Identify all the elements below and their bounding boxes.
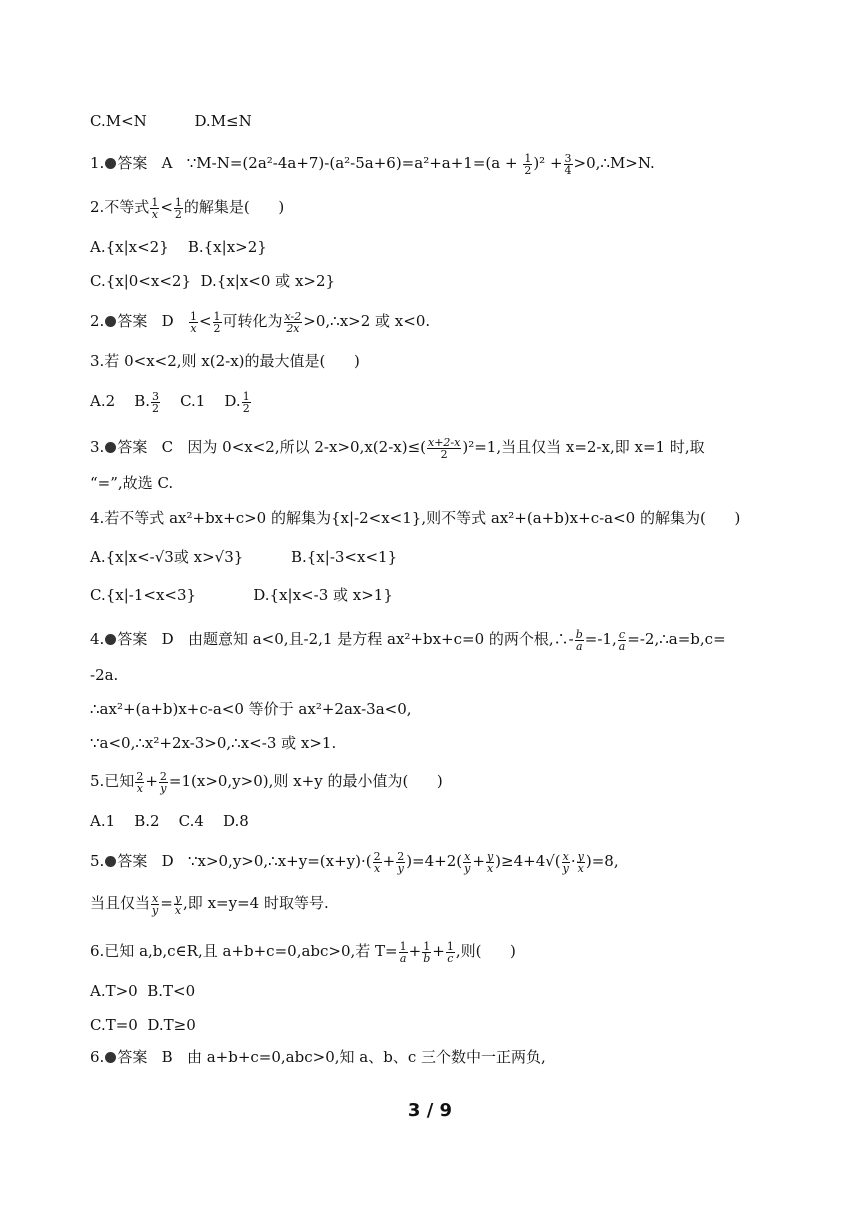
line-answer-1: 1. 答案 A ∵M-N=(2a²-4a+7)-(a²-5a+6)=a²+a+1=(a + $\frac{1}{2}$ )² + $\frac{3}{4}$ >0,∴M>N. xyxy=(90,151,655,177)
line-question-3: 3.若 0<x<2,则 x(2-x)的最大值是( ) xyxy=(90,352,360,370)
line-options-3: A.2 B. $\frac{3}{2}$ C.1 D. $\frac{1}{2}$ xyxy=(90,389,250,415)
answer-marker-icon xyxy=(105,316,116,327)
answer-marker-icon xyxy=(105,442,116,453)
answer-marker-icon xyxy=(105,634,116,645)
line-options-6ab: A.T>0 B.T<0 xyxy=(90,982,196,1000)
answer-marker-icon xyxy=(105,856,116,867)
line-answer-4: 4. 答案 D 由题意知 a<0,且-2,1 是方程 ax²+bx+c=0 的两个根,∴- $\frac{b}{a}$ =-1, $\frac{c}{a}$ =-2,∴a=b,c= xyxy=(90,627,726,653)
line-options-5: A.1 B.2 C.4 D.8 xyxy=(90,812,249,830)
answer-marker-icon xyxy=(105,158,116,169)
line-answer-5: 5. 答案 D ∵x>0,y>0,∴x+y=(x+y)·( $\frac{2}{x}$ + $\frac{2}{y}$ )=4+2( $\frac{x}{y}$ + $\frac{y}{x}$ )≥4+4√( $\frac{x}{y}$ · $\frac{y}{x}$ )=8, xyxy=(90,849,619,875)
line-answer-4-cont: -2a. xyxy=(90,666,119,684)
line-options-2cd: C.{x|0<x<2} D.{x|x<0 或 x>2} xyxy=(90,272,336,290)
line-answer-2: 2. 答案 D $\frac{1}{x}$ < $\frac{1}{2}$ 可转化为 $\frac{x-2}{2x}$ >0,∴x>2 或 x<0. xyxy=(90,309,431,335)
line-answer-4-step3: ∵a<0,∴x²+2x-3>0,∴x<-3 或 x>1. xyxy=(90,734,337,752)
line-options-cd: C.M<N D.M≤N xyxy=(90,112,252,130)
line-options-6cd: C.T=0 D.T≥0 xyxy=(90,1016,196,1034)
line-question-4: 4.若不等式 ax²+bx+c>0 的解集为{x|-2<x<1},则不等式 ax²+(a+b)x+c-a<0 的解集为( ) xyxy=(90,509,741,527)
page-number: 3 / 9 xyxy=(407,1100,453,1121)
line-options-4ab: A.{x|x<-√3或 x>√3} B.{x|-3<x<1} xyxy=(90,548,398,566)
line-answer-3-cont: “=”,故选 C. xyxy=(90,474,174,492)
line-options-2ab: A.{x|x<2} B.{x|x>2} xyxy=(90,238,267,256)
line-options-4cd: C.{x|-1<x<3} D.{x|x<-3 或 x>1} xyxy=(90,586,393,604)
line-answer-5-cont: 当且仅当 $\frac{x}{y}$ = $\frac{y}{x}$ ,即 x=y=4 时取等号. xyxy=(90,891,329,917)
line-answer-3: 3. 答案 C 因为 0<x<2,所以 2-x>0,x(2-x)≤( $\frac{x+2-x}{2}$ )²=1,当且仅当 x=2-x,即 x=1 时,取 xyxy=(90,435,705,461)
line-answer-6: 6. 答案 B 由 a+b+c=0,abc>0,知 a、b、c 三个数中一正两负, xyxy=(90,1048,546,1066)
line-question-2: 2.不等式 $\frac{1}{x}$ < $\frac{1}{2}$ 的解集是( ) xyxy=(90,195,285,221)
line-question-6: 6.已知 a,b,c∈R,且 a+b+c=0,abc>0,若 T= $\frac{1}{a}$ + $\frac{1}{b}$ + $\frac{1}{c}$ ,则( ) xyxy=(90,939,516,965)
answer-marker-icon xyxy=(105,1052,116,1063)
line-question-5: 5.已知 $\frac{2}{x}$ + $\frac{2}{y}$ =1(x>0,y>0),则 x+y 的最小值为( ) xyxy=(90,769,443,795)
line-answer-4-step2: ∴ax²+(a+b)x+c-a<0 等价于 ax²+2ax-3a<0, xyxy=(90,700,412,718)
